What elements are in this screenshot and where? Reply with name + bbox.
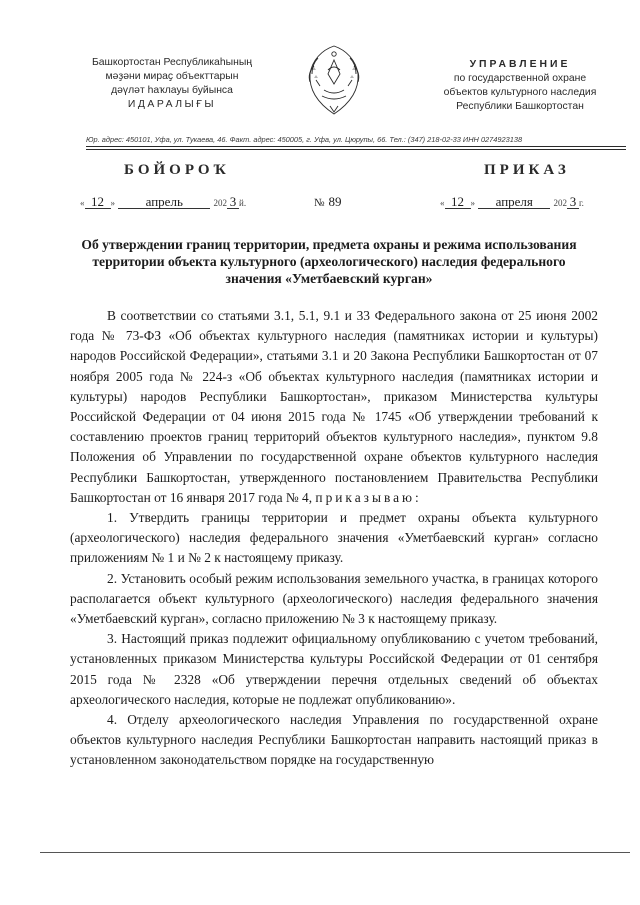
date-suffix: г.: [579, 198, 584, 208]
header-left-line: ИДАРАЛЫҒЫ: [127, 99, 217, 110]
list-item: 1. Утвердить границы территории и предмет охраны объекта культурного (археологического) наследия федерального значения «Уметбаевский курган» согласно приложениям № 1 и № 2 к настоящему приказу.: [70, 510, 598, 566]
header-right-block: [430, 58, 610, 114]
intro-text: В соответствии со статьями 3.1, 5.1, 9.1 и 33 Федерального закона от 25 июня 2002 года № 73-ФЗ «Об объектах культурного наследия (памятниках истории и культуры) народов Российской Федерации», статьями 3.1 и 20 Закона Республики Башкортостан от 07 ноября 2005 года № 224-з «Об объектах культурного наследия (памятниках истории и культуры) народов Республики Башкортостан», приказом Министерства культуры Российской Федерации от 04 июня 2015 года № 1745 «Об утверждении требований к составлению проектов границ территорий объектов культурного наследия», пунктом 9.8 Положения об Управлении по государственной охране объектов культурного наследия Республики Башкортостан, утвержденного постановлением Правительства Республики Башкортостан от 16 января 2017 года № 4,: [70, 308, 598, 505]
header-left-line: мәҙәни мираҫ объекттарын: [105, 71, 239, 82]
date-suffix: й.: [239, 198, 247, 208]
date-year-prefix: 202: [213, 198, 227, 208]
header-left-line: дәүләт һаҡлауы буйынса: [111, 85, 233, 96]
date-year-digit: 3: [227, 195, 239, 209]
header-divider: [86, 146, 626, 147]
document-title: Об утверждении границ территории, предмета охраны и режима использования территории объекта культурного (археологического) наследия федерального значения «Уметбаевский курган»: [81, 237, 577, 286]
intro-paragraph: [70, 306, 598, 508]
list-item: 3. Настоящий приказ подлежит официальному опубликованию с учетом требований, установленных приказом Министерства культуры Российской Федерации от 01 сентября 2015 года № 2328 «Об утверждении перечня отдельных сведений об объектах археологического наследия, которые не подлежат опубликованию».: [70, 631, 598, 707]
order-title-russian: ПРИКАЗ: [484, 162, 570, 178]
order-date-russian: [440, 194, 584, 210]
date-month: апреля: [478, 195, 550, 209]
header-left-line: Башкортостан Республикаһының: [91, 57, 253, 68]
date-year-prefix: 202: [553, 198, 567, 208]
date-quote-open: «: [440, 198, 445, 208]
date-year-digit: 3: [567, 195, 579, 209]
header-right-line: Республики Башкортостан: [456, 101, 584, 112]
order-title-bashkir: БОЙОРОҠ: [124, 162, 230, 178]
order-date-bashkir: [80, 194, 246, 210]
date-quote-close: »: [110, 198, 115, 208]
document-body: [70, 306, 598, 771]
date-month: апрель: [118, 195, 210, 209]
date-quote-open: «: [80, 198, 85, 208]
header-left-block: [72, 56, 272, 112]
date-quote-close: »: [470, 198, 475, 208]
list-item: 2. Установить особый режим использования земельного участка, в границах которого располагается объект культурного (археологического) наследия федерального значения «Уметбаевский курган», согласно приложению № 3 к настоящему приказу.: [70, 570, 598, 627]
contact-address: Юр. адрес: 450101, Уфа, ул. Тукаева, 46. Факт. адрес: 450005, г. Уфа, ул. Цюрупы, 66. Тел.: (347) 218-02-33 ИНН 0274923138: [86, 135, 523, 144]
header-right-line: объектов культурного наследия: [443, 87, 597, 98]
header-divider-thin: [86, 149, 626, 150]
decree-word: приказываю:: [315, 489, 422, 505]
number-symbol: №: [314, 197, 325, 209]
number-value: 89: [328, 194, 342, 209]
header-right-line: по государственной охране: [453, 73, 587, 84]
order-number: [314, 194, 342, 210]
list-item: 4. Отделу археологического наследия Управления по государственной охране объектов культурного наследия Республики Башкортостан направить настоящий приказ в установленном законодательством порядке на государственную: [70, 712, 598, 768]
date-day: 12: [445, 195, 471, 209]
page-bottom-edge: [40, 852, 630, 853]
date-day: 12: [85, 195, 111, 209]
bashkortostan-emblem-icon: [300, 40, 368, 120]
header-right-line: УПРАВЛЕНИЕ: [469, 59, 571, 70]
